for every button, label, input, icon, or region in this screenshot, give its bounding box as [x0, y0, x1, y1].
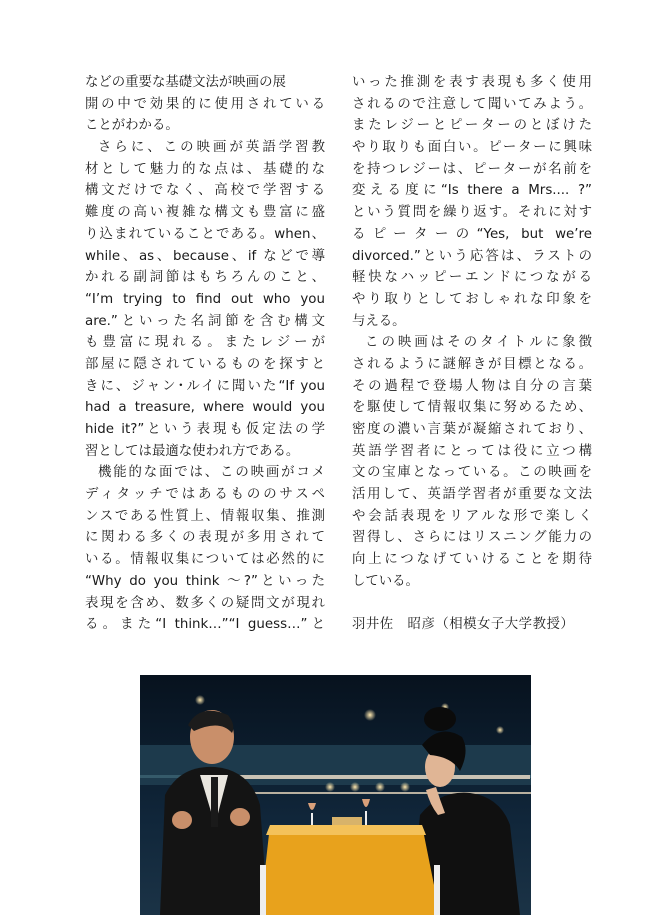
text-line: 部屋に隠されているものを探すと — [85, 356, 325, 372]
text-line: 開の中で効果的に使用されている — [85, 96, 325, 112]
text-line: に関わる多くの表現が多用されて — [85, 530, 325, 546]
film-still-photo — [140, 675, 531, 915]
film-still-illustration — [140, 675, 531, 915]
text-line: divorced.”という応答は、ラストの — [352, 248, 592, 264]
text-line: も豊富に現れる。またレジーが — [85, 335, 325, 351]
text-line: などの重要な基礎文法が映画の展 — [85, 75, 286, 90]
text-line: や会話表現をリアルな形で楽しく — [352, 508, 592, 524]
author-credit: 羽井佐 昭彦（相模女子大学教授） — [352, 617, 575, 633]
text-line: きに、ジャン･ルイに聞いた“If you — [85, 378, 325, 394]
text-line: are.”といった名詞節を含む構文 — [85, 313, 325, 329]
text-line: 機能的な面では、この映画がコメ — [98, 465, 325, 481]
text-line: 構文だけでなく、高校で学習する — [85, 183, 325, 199]
text-line: 習としては最適な使われ方である。 — [85, 443, 300, 459]
text-line: その過程で登場人物は自分の言葉 — [352, 378, 592, 394]
text-line: hide it?”という表現も仮定法の学 — [85, 422, 325, 437]
text-line: 与える。 — [352, 313, 406, 329]
text-line: いる。情報収集については必然的に — [85, 552, 325, 568]
text-line: 変える度に“Is there a Mrs.... ?” — [352, 183, 592, 199]
text-line: を駆使して情報収集に努めるため、 — [352, 400, 592, 416]
text-line: 密度の濃い言葉が凝縮されており、 — [352, 422, 592, 437]
text-line: 文の宝庫となっている。この映画を — [352, 465, 592, 481]
text-line: “Why do you think ～?”といった — [85, 573, 325, 589]
left-text-column — [85, 72, 325, 636]
text-line: 英語学習者にとっては役に立つ構 — [352, 443, 592, 459]
text-line: という質問を繰り返す。それに対す — [352, 205, 592, 221]
text-line: had a treasure, where would you — [85, 400, 325, 416]
text-line: 表現を含め、数多くの疑問文が現れ — [85, 595, 325, 611]
text-line: 習得し、さらにはリスニング能力の — [352, 530, 592, 546]
text-line: いった推測を表す表現も多く使用 — [352, 75, 592, 90]
text-line: を持つレジーは、ピーターが名前を — [352, 161, 592, 177]
text-line: 軽快なハッピーエンドにつながる — [352, 270, 592, 286]
text-line: 難度の高い複雑な構文も豊富に盛 — [85, 205, 325, 221]
text-line: この映画はそのタイトルに象徴 — [365, 335, 592, 351]
text-line: 材として魅力的な点は、基礎的な — [85, 161, 325, 177]
text-line: やり取りとしておしゃれな印象を — [352, 291, 592, 307]
text-line: る。また“I think…”“I guess…”と — [85, 617, 325, 633]
text-line: されるので注意して聞いてみよう。 — [352, 96, 592, 112]
text-line: り込まれていることである。when、 — [85, 226, 325, 242]
text-line: している。 — [352, 573, 419, 589]
text-line: かれる副詞節はもちろんのこと、 — [85, 270, 325, 286]
text-line: while、as、because、if などで導 — [85, 248, 325, 264]
text-line: ディタッチではあるもののサスペ — [85, 487, 325, 503]
text-line: るピーターの“Yes, but we’re — [352, 226, 592, 242]
text-line: 活用して、英語学習者が重要な文法 — [352, 487, 592, 503]
text-line: 向上につなげていけることを期待 — [352, 552, 592, 568]
text-line: またレジーとピーターのとぼけた — [352, 118, 592, 134]
right-text-column — [352, 72, 592, 636]
text-line: やり取りも面白い。ピーターに興味 — [352, 140, 592, 156]
text-line: “I’m trying to find out who you — [85, 291, 325, 307]
text-line: ことがわかる。 — [85, 118, 179, 134]
text-line: ンスである性質上、情報収集、推測 — [85, 508, 325, 524]
text-line: されるように謎解きが目標となる。 — [352, 356, 592, 372]
text-line: さらに、この映画が英語学習教 — [98, 140, 325, 156]
